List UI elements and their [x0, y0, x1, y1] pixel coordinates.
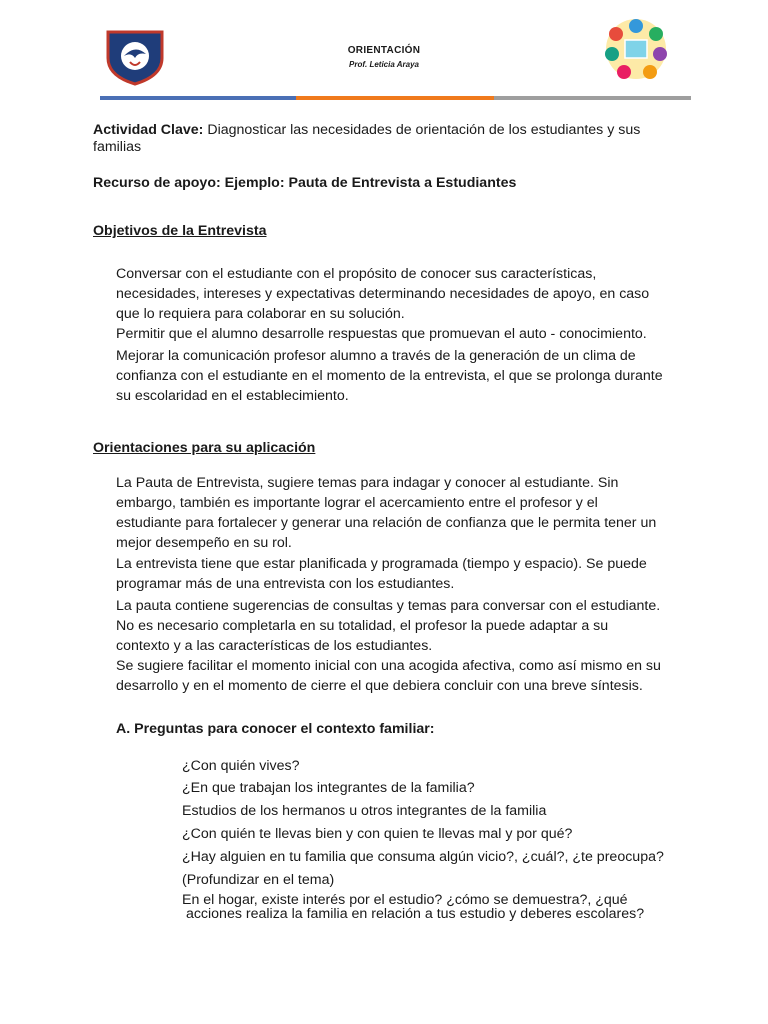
- header-bar-blue: [100, 96, 296, 100]
- objective-line: confianza con el estudiante en el momento de la entrevista, el que se prolonga durante: [116, 368, 663, 384]
- objective-line: Mejorar la comunicación profesor alumno a través de la generación de un clima de: [116, 348, 636, 364]
- header-subtitle: Prof. Leticia Araya: [349, 60, 419, 69]
- objective-item: [116, 346, 696, 406]
- section-a-heading: A. Preguntas para conocer el contexto familiar:: [116, 721, 435, 737]
- orientation-line: programar más de una entrevista con los estudiantes.: [116, 576, 455, 592]
- objectives-heading: Objetivos de la Entrevista: [93, 223, 267, 239]
- orientation-line: La entrevista tiene que estar planificada y programada (tiempo y espacio). Se puede: [116, 556, 647, 572]
- question-item: (Profundizar en el tema): [182, 872, 335, 888]
- orientation-line: No es necesario completarla en su totalidad, el profesor la puede adaptar a su: [116, 618, 609, 634]
- orientation-line: La pauta contiene sugerencias de consultas y temas para conversar con el estudiante.: [116, 598, 661, 614]
- objective-line: Conversar con el estudiante con el propósito de conocer sus características,: [116, 266, 597, 282]
- children-circle-logo-icon: [598, 16, 674, 82]
- question-item: Estudios de los hermanos u otros integrantes de la familia: [182, 803, 547, 819]
- orientation-line: embargo, también es importante lograr el acercamiento entre el profesor y el: [116, 495, 598, 511]
- question-item: ¿Con quién vives?: [182, 758, 300, 774]
- orientation-item: [116, 596, 696, 656]
- question-item: ¿Con quién te llevas bien y con quien te llevas mal y por qué?: [182, 826, 573, 842]
- objective-line: que lo requiera para colaborar en su solución.: [116, 306, 405, 322]
- objective-item: [116, 264, 696, 324]
- activity-label: Actividad Clave:: [93, 122, 204, 138]
- header-title: ORIENTACIÓN: [347, 45, 421, 56]
- activity-line-2: familias: [93, 139, 142, 155]
- question-item: ¿En que trabajan los integrantes de la familia?: [182, 780, 475, 796]
- orientations-heading: Orientaciones para su aplicación: [93, 440, 316, 456]
- objective-item: [116, 324, 696, 344]
- objective-line: Permitir que el alumno desarrolle respuestas que promuevan el auto - conocimiento.: [116, 326, 647, 342]
- header-bar-orange: [296, 96, 494, 100]
- objective-line: su escolaridad en el establecimiento.: [116, 388, 349, 404]
- activity-text: Diagnosticar las necesidades de orientación de los estudiantes y sus: [207, 122, 641, 138]
- question-item: [182, 893, 702, 921]
- orientation-line: desarrollo y en el momento de cierre el que debiera concluir con una breve síntesis.: [116, 678, 643, 694]
- school-shield-logo-icon: [104, 28, 166, 86]
- question-line: acciones realiza la familia en relación a tus estudio y deberes escolares?: [182, 906, 645, 922]
- orientation-line: mejor desempeño en su rol.: [116, 535, 292, 551]
- orientation-item: [116, 554, 696, 594]
- orientation-line: contexto y a las características de los estudiantes.: [116, 638, 433, 654]
- orientation-line: estudiante para fortalecer y generar una relación de confianza que le permita tener un: [116, 515, 657, 531]
- orientation-line: Se sugiere facilitar el momento inicial con una acogida afectiva, como así mismo en su: [116, 658, 661, 674]
- orientation-line: La Pauta de Entrevista, sugiere temas para indagar y conocer al estudiante. Sin: [116, 475, 619, 491]
- question-item: ¿Hay alguien en tu familia que consuma algún vicio?, ¿cuál?, ¿te preocupa?: [182, 849, 664, 865]
- resource-title: Recurso de apoyo: Ejemplo: Pauta de Entrevista a Estudiantes: [93, 175, 517, 191]
- header-bar-gray: [494, 96, 691, 100]
- question-line: En el hogar, existe interés por el estudio? ¿cómo se demuestra?, ¿qué: [182, 892, 628, 908]
- objective-line: necesidades, intereses y expectativas determinando necesidades de apoyo, en caso: [116, 286, 650, 302]
- orientation-item: [116, 473, 696, 553]
- orientation-item: [116, 656, 696, 696]
